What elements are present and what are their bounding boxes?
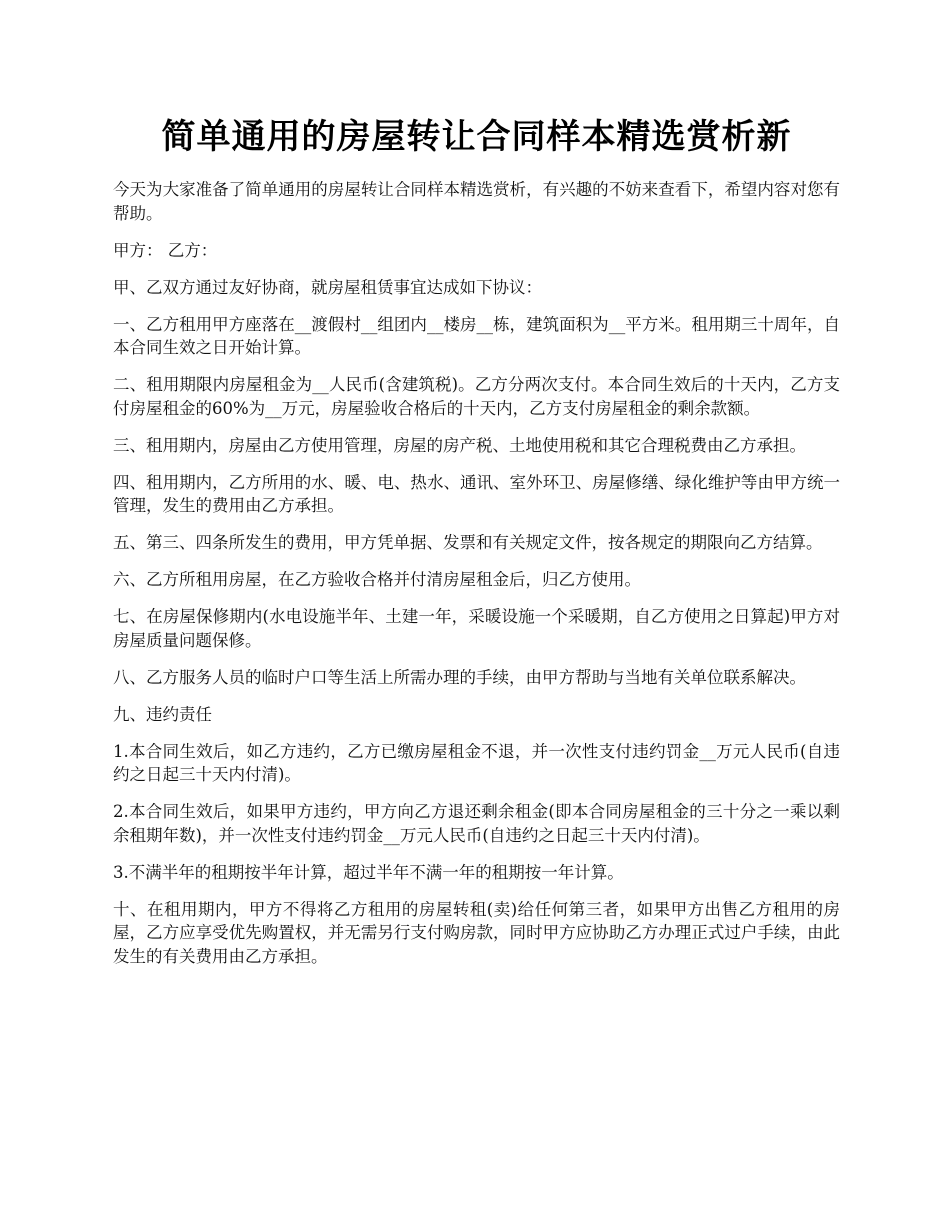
paragraph-clause-5: 五、第三、四条所发生的费用，甲方凭单据、发票和有关规定文件，按各规定的期限向乙方结算。	[113, 533, 823, 552]
paragraph-clause-2: 二、租用期限内房屋租金为__人民币(含建筑税)。乙方分两次支付。本合同生效后的十天内，乙方支付房屋租金的60%为__万元，房屋验收合格后的十天内，乙方支付房屋租金的剩余款额。	[113, 375, 840, 418]
paragraph-agreement: 甲、乙双方通过友好协商，就房屋租赁事宜达成如下协议：	[113, 277, 542, 297]
paragraph-clause-1: 一、乙方租用甲方座落在__渡假村__组团内__楼房__栋，建筑面积为__平方米。租用期三十周年，自本合同生效之日开始计算。	[113, 314, 840, 357]
paragraph-clause-9-heading: 九、违约责任	[113, 704, 212, 724]
paragraph-clause-8: 八、乙方服务人员的临时户口等生活上所需办理的手续，由甲方帮助与当地有关单位联系解决。	[113, 667, 806, 687]
paragraph-intro: 今天为大家准备了简单通用的房屋转让合同样本精选赏析，有兴趣的不妨来查看下，希望内容对您有帮助。	[113, 180, 840, 223]
paragraph-clause-3: 三、租用期内，房屋由乙方使用管理，房屋的房产税、土地使用税和其它合理税费由乙方承担。	[113, 435, 806, 455]
paragraph-parties: 甲方： 乙方：	[113, 240, 218, 260]
paragraph-breach-3: 3.不满半年的租期按半年计算，超过半年不满一年的租期按一年计算。	[113, 862, 624, 882]
document-body	[113, 178, 840, 968]
paragraph-clause-6: 六、乙方所租用房屋，在乙方验收合格并付清房屋租金后，归乙方使用。	[113, 570, 641, 589]
paragraph-breach-1: 1.本合同生效后，如乙方违约，乙方已缴房屋租金不退，并一次性支付违约罚金__万元人民币(自违约之日起三十天内付清)。	[113, 741, 840, 784]
paragraph-clause-10: 十、在租用期内，甲方不得将乙方租用的房屋转租(卖)给任何第三者，如果甲方出售乙方租用的房屋，乙方应享受优先购置权，并无需另行支付购房款，同时甲方应协助乙方办理正式过户手续，由此发生的有关费用由乙方承担。	[113, 899, 840, 966]
paragraph-clause-4: 四、租用期内，乙方所用的水、暖、电、热水、通讯、室外环卫、房屋修缮、绿化维护等由甲方统一管理，发生的费用由乙方承担。	[113, 472, 840, 515]
document-title: 简单通用的房屋转让合同样本精选赏析新	[161, 117, 792, 157]
paragraph-breach-2: 2.本合同生效后，如果甲方违约，甲方向乙方退还剩余租金(即本合同房屋租金的三十分之一乘以剩余租期年数)，并一次性支付违约罚金__万元人民币(自违约之日起三十天内付清)。	[113, 802, 840, 845]
document-page	[113, 0, 840, 982]
paragraph-clause-7: 七、在房屋保修期内(水电设施半年、土建一年，采暖设施一个采暖期，自乙方使用之日算起)甲方对房屋质量问题保修。	[113, 607, 840, 650]
